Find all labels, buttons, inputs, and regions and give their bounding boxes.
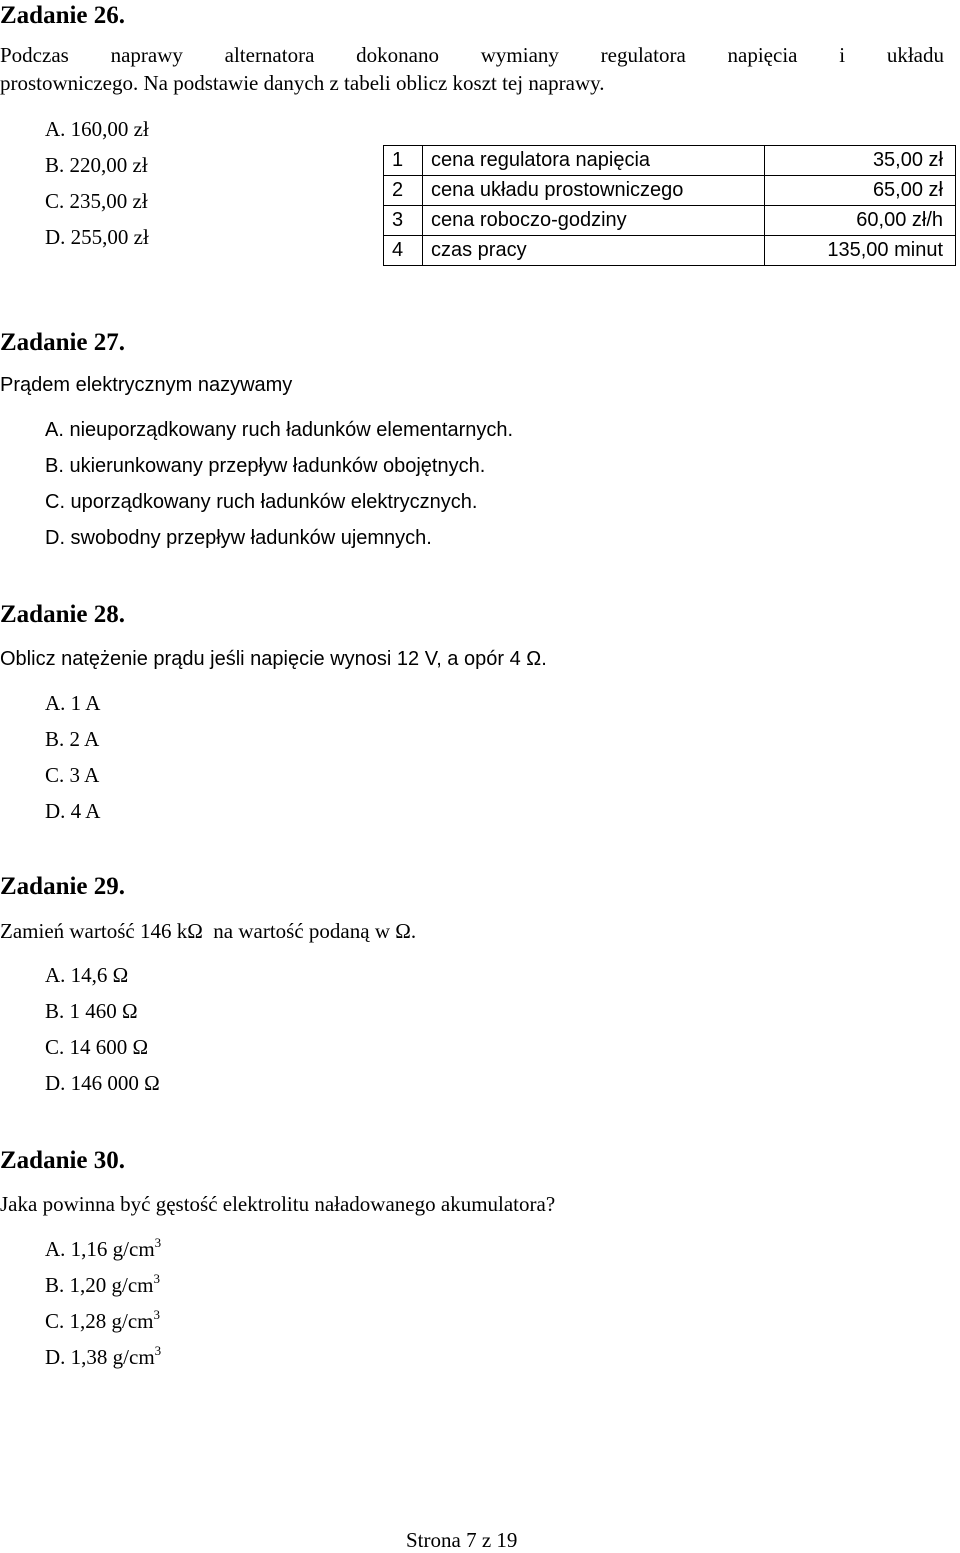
task-28-question: Oblicz natężenie prądu jeśli napięcie wynosi 12 V, a opór 4 Ω. — [0, 648, 547, 670]
task-27-option-b: B. ukierunkowany przepływ ładunków obojętnych. — [45, 455, 486, 477]
superscript: 3 — [154, 1235, 162, 1250]
row-number: 2 — [384, 176, 423, 206]
row-value: 65,00 zł — [765, 176, 956, 206]
task-27-option-d: D. swobodny przepływ ładunków ujemnych. — [45, 527, 432, 549]
superscript: 3 — [153, 1271, 160, 1286]
task-26-title: Zadanie 26. — [0, 2, 126, 29]
row-number: 4 — [384, 236, 423, 266]
task-30-question: Jaka powinna być gęstość elektrolitu naładowanego akumulatora? — [0, 1192, 556, 1216]
option-text: B. 1,20 g/cm — [45, 1273, 154, 1297]
row-value: 35,00 zł — [765, 146, 956, 176]
task-28-option-b: B. 2 A — [45, 727, 100, 751]
option-text: D. 1,38 g/cm — [45, 1345, 155, 1369]
task-28-option-a: A. 1 A — [45, 691, 101, 715]
row-value: 135,00 minut — [765, 236, 956, 266]
task-30-title: Zadanie 30. — [0, 1147, 126, 1174]
task-30-option-a — [45, 1237, 161, 1262]
table-row — [384, 236, 956, 266]
option-text: C. 1,28 g/cm — [45, 1309, 154, 1333]
task-26-text-line1: Podczas naprawy alternatora dokonano wymiany regulatora napięcia i układu — [0, 43, 944, 67]
row-value: 60,00 zł/h — [765, 206, 956, 236]
row-label: czas pracy — [423, 236, 765, 266]
task-27-option-c: C. uporządkowany ruch ładunków elektrycznych. — [45, 491, 478, 513]
task-30-option-d — [45, 1345, 161, 1370]
table-row — [384, 176, 956, 206]
option-text: A. 1,16 g/cm — [45, 1237, 155, 1261]
task-26-option-b: B. 220,00 zł — [45, 153, 148, 177]
task-26-option-d: D. 255,00 zł — [45, 225, 149, 249]
task-29-option-b: B. 1 460 Ω — [45, 999, 138, 1023]
superscript: 3 — [153, 1307, 160, 1322]
price-table — [383, 145, 956, 266]
task-29-title: Zadanie 29. — [0, 873, 126, 900]
page-number: Strona 7 z 19 — [406, 1528, 518, 1552]
task-28-title: Zadanie 28. — [0, 601, 126, 628]
row-label: cena regulatora napięcia — [423, 146, 765, 176]
task-29-question: Zamień wartość 146 kΩ na wartość podaną w Ω. — [0, 919, 417, 943]
task-26-option-c: C. 235,00 zł — [45, 189, 148, 213]
task-29-option-a: A. 14,6 Ω — [45, 963, 129, 987]
task-28-option-c: C. 3 A — [45, 763, 100, 787]
row-number: 1 — [384, 146, 423, 176]
row-label: cena roboczo-godziny — [423, 206, 765, 236]
task-30-option-b — [45, 1273, 160, 1298]
task-27-title: Zadanie 27. — [0, 329, 126, 356]
table-row — [384, 146, 956, 176]
task-27-question: Prądem elektrycznym nazywamy — [0, 374, 293, 396]
task-30-option-c — [45, 1309, 160, 1334]
row-label: cena układu prostowniczego — [423, 176, 765, 206]
table-row — [384, 206, 956, 236]
task-27-option-a: A. nieuporządkowany ruch ładunków elementarnych. — [45, 419, 514, 441]
row-number: 3 — [384, 206, 423, 236]
task-29-option-c: C. 14 600 Ω — [45, 1035, 149, 1059]
task-26-option-a: A. 160,00 zł — [45, 117, 149, 141]
superscript: 3 — [154, 1343, 162, 1358]
task-26-text-line2: prostowniczego. Na podstawie danych z tabeli oblicz koszt tej naprawy. — [0, 71, 605, 95]
task-28-option-d: D. 4 A — [45, 799, 101, 823]
task-29-option-d: D. 146 000 Ω — [45, 1071, 160, 1095]
